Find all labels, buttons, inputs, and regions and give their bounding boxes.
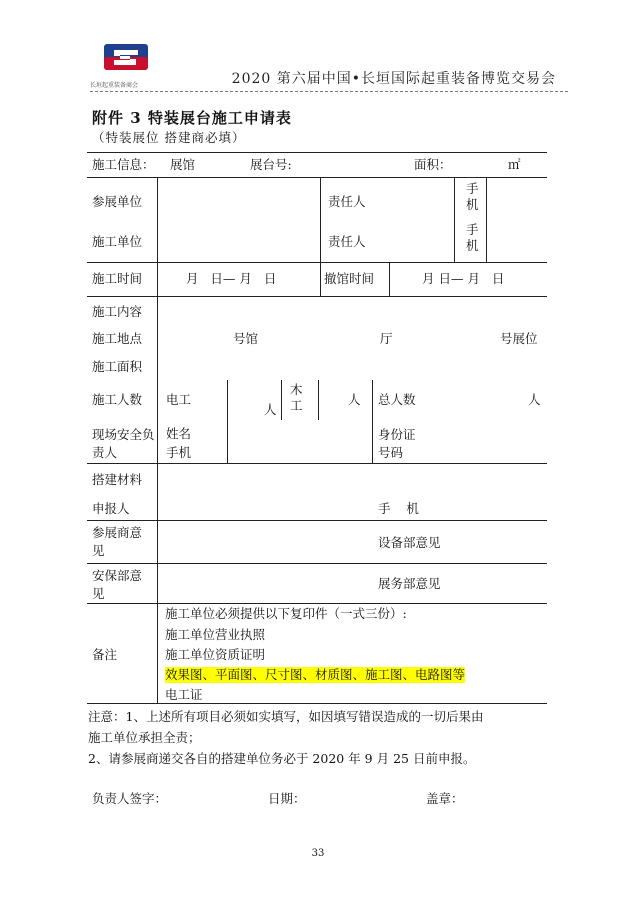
applicant-mobile-label: 手 机 (378, 501, 419, 516)
signer-label: 负责人签字： (92, 791, 168, 806)
form-border-top (87, 152, 547, 153)
column-divider (372, 380, 373, 463)
area-label: 面积： (414, 157, 452, 172)
construction-time-value: 月 日— 月 日 (186, 271, 277, 286)
mobile-label: 手机 (466, 222, 479, 253)
note-line: 注意：1、上述所有项目必须如实填写，如因填写错误造成的一切后果由 (88, 709, 484, 724)
remarks-line: 施工单位必须提供以下复印件（一式三份）: (165, 606, 407, 621)
column-divider (227, 380, 228, 463)
label-column-divider (157, 177, 158, 703)
teardown-time-value: 月 日— 月 日 (422, 271, 505, 286)
location-label: 施工地点 (92, 331, 143, 346)
phone-label: 手机 (166, 445, 192, 460)
hall-label: 展馆 (170, 157, 196, 172)
row-divider (87, 463, 547, 464)
mobile-label: 手机 (466, 181, 479, 212)
total-workers-label: 总人数 (378, 392, 416, 407)
safety-officer-label: 现场安全负责人 (92, 427, 155, 460)
header-divider (90, 91, 568, 92)
exhibition-dept-opinion-label: 展务部意见 (378, 576, 441, 591)
construction-time-label: 施工时间 (92, 271, 143, 286)
responsible-person-label: 责任人 (328, 234, 366, 249)
page-number: 33 (311, 848, 325, 859)
column-divider (486, 177, 487, 262)
booth-number-label: 展台号: (250, 157, 292, 172)
contractor-label: 施工单位 (92, 234, 143, 249)
hall-section-suffix: 厅 (380, 331, 393, 346)
column-divider (454, 177, 455, 262)
security-dept-opinion-label: 安保部意见 (92, 568, 143, 601)
area-row-label: 施工面积 (92, 359, 143, 374)
info-label: 施工信息： (92, 157, 155, 172)
hall-number-suffix: 号馆 (233, 331, 259, 346)
row-divider (87, 177, 547, 178)
content-label: 施工内容 (92, 304, 143, 319)
name-label: 姓名 (166, 426, 192, 441)
area-unit: ㎡ (508, 157, 521, 172)
column-divider (320, 262, 321, 296)
column-divider (281, 380, 282, 420)
note-line: 2、请参展商递交各自的搭建单位务必于 2020 年 9 月 25 日前申报。 (88, 751, 476, 766)
row-divider (87, 296, 547, 297)
responsible-person-label: 责任人 (328, 194, 366, 209)
remarks-label: 备注 (92, 647, 118, 662)
exhibitor-opinion-label: 参展商意见 (92, 525, 143, 558)
exhibitor-label: 参展单位 (92, 194, 143, 209)
carpenter-label: 木工 (290, 382, 303, 413)
person-unit: 人 (348, 392, 361, 407)
row-divider (87, 520, 547, 521)
document-subtitle: （特装展位 搭建商必填） (92, 130, 246, 145)
note-line: 施工单位承担全责； (88, 730, 201, 745)
form-border-bottom (87, 703, 547, 704)
column-divider (389, 262, 390, 296)
id-number-label: 身份证号码 (378, 427, 416, 460)
remarks-line: 施工单位资质证明 (165, 647, 266, 662)
applicant-label: 申报人 (92, 501, 130, 516)
row-divider (87, 563, 547, 564)
date-label: 日期： (268, 791, 306, 806)
equipment-dept-opinion-label: 设备部意见 (378, 535, 441, 550)
remarks-line: 电工证 (165, 687, 203, 702)
teardown-time-label: 撤馆时间 (324, 271, 375, 286)
remarks-line: 施工单位营业执照 (165, 627, 266, 642)
column-divider (320, 177, 321, 262)
booth-number-suffix: 号展位 (500, 331, 538, 346)
person-unit: 人 (528, 392, 541, 407)
row-divider (87, 262, 547, 263)
column-divider (318, 380, 319, 420)
logo-caption: 长垣起重装备商会 (90, 82, 139, 89)
event-title: 2020 第六届中国•长垣国际起重装备博览交易会 (231, 71, 556, 87)
electrician-label: 电工 (166, 392, 192, 407)
remarks-line-highlighted: 效果图、平面图、尺寸图、材质图、施工图、电路图等 (165, 667, 466, 682)
person-unit: 人 (264, 402, 277, 417)
workers-label: 施工人数 (92, 392, 143, 407)
materials-label: 搭建材料 (92, 472, 143, 487)
seal-label: 盖章： (426, 791, 464, 806)
row-divider (87, 603, 547, 604)
organizer-logo (100, 41, 152, 83)
document-title: 附件 3 特装展台施工申请表 (92, 109, 292, 127)
